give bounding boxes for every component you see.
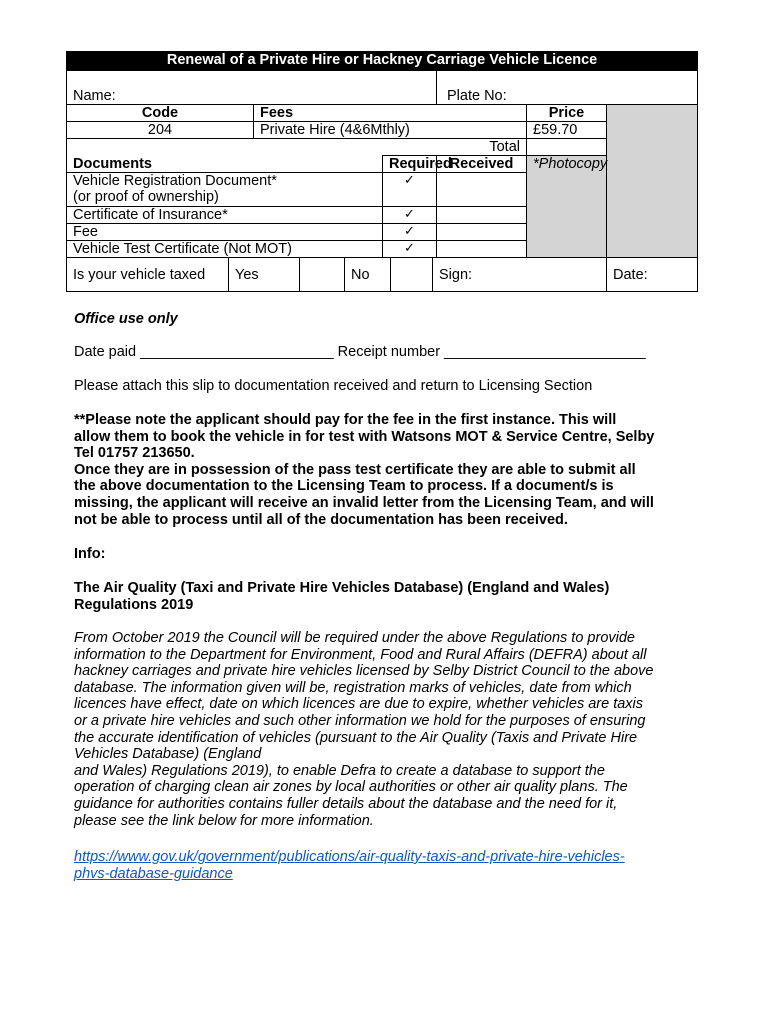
taxed-label: Is your vehicle taxed xyxy=(67,258,229,292)
code-header: Code xyxy=(67,105,254,122)
plate-label: Plate No: xyxy=(447,88,507,104)
received-cell[interactable] xyxy=(437,173,527,207)
documents-header: Documents xyxy=(67,156,383,173)
total-label: Total xyxy=(67,139,527,156)
name-field[interactable] xyxy=(67,71,437,105)
sign-field[interactable] xyxy=(433,258,607,292)
received-cell[interactable] xyxy=(437,224,527,241)
no-label: No xyxy=(345,258,391,292)
required-check: ✓ xyxy=(383,173,437,207)
yes-box[interactable] xyxy=(300,258,345,292)
photocopy-note: *Photocopy xyxy=(527,156,607,258)
office-use-heading: Office use only xyxy=(74,311,178,327)
form-title: Renewal of a Private Hire or Hackney Carriage Vehicle Licence xyxy=(67,52,698,71)
total-value[interactable] xyxy=(527,139,607,156)
required-check: ✓ xyxy=(383,207,437,224)
info-heading: Info: xyxy=(74,546,106,562)
date-paid-line[interactable]: Date paid ________________________ Receipt number _________________________ xyxy=(74,344,646,360)
date-label: Date: xyxy=(613,266,648,283)
received-cell[interactable] xyxy=(437,241,527,258)
received-header: Received xyxy=(437,156,527,173)
document-name: Certificate of Insurance* xyxy=(67,207,383,224)
received-cell[interactable] xyxy=(437,207,527,224)
fee-notice: **Please note the applicant should pay for the fee in the first instance. This will allow them to book the vehicle in for test with Watsons MOT & Service Centre, Selby Tel 01757 213650. Once they are in possession of the pass test certificate they are able to submit all the above documentation to the Licensing Team to process. If a document/s is missing, the applicant will receive an invalid letter from the Licensing Team, and will not be able to process until all of the documentation has been received. xyxy=(74,412,655,528)
required-check: ✓ xyxy=(383,241,437,258)
plate-field[interactable] xyxy=(437,71,698,105)
no-box[interactable] xyxy=(391,258,433,292)
fees-header: Fees xyxy=(254,105,527,122)
code-value: 204 xyxy=(67,122,254,139)
regulation-title: The Air Quality (Taxi and Private Hire Vehicles Database) (England and Wales) Regulations 2019 xyxy=(74,580,610,613)
date-field[interactable] xyxy=(607,258,698,292)
fee-value: Private Hire (4&6Mthly) xyxy=(254,122,527,139)
document-name: Vehicle Registration Document* (or proof of ownership) xyxy=(67,173,383,207)
guidance-link[interactable]: https://www.gov.uk/government/publications/air-quality-taxis-and-private-hire-vehicles- phvs-database-guidance xyxy=(74,849,625,882)
document-name: Fee xyxy=(67,224,383,241)
required-header: Required xyxy=(383,156,437,173)
document-name: Vehicle Test Certificate (Not MOT) xyxy=(67,241,383,258)
photocopy-column xyxy=(607,105,698,258)
name-label: Name: xyxy=(73,88,116,104)
price-header: Price xyxy=(527,105,607,122)
sign-label: Sign: xyxy=(439,266,473,283)
renewal-form-table xyxy=(66,51,698,292)
required-check: ✓ xyxy=(383,224,437,241)
yes-label: Yes xyxy=(229,258,300,292)
price-value: £59.70 xyxy=(527,122,607,139)
info-body: From October 2019 the Council will be required under the above Regulations to provide information to the Department for Environment, Food and Rural Affairs (DEFRA) about all hackney carriages and private hire vehicles licensed by Selby District Council to the above database. The information given will be, registration marks of vehicles, date from which licences have effect, date on which licences are due to expire, whether vehicles are taxis or a private hire vehicles and such other information we hold for the purposes of ensuring the accurate identification of vehicles (pursuant to the Air Quality (Taxis and Private Hire Vehicles Database) (England and Wales) Regulations 2019), to enable Defra to create a database to support the operation of charging clean air zones by local authorities or other air quality plans. The guidance for authorities contains fuller details about the database and the need for it, please see the link below for more information. xyxy=(74,630,654,829)
attach-note: Please attach this slip to documentation received and return to Licensing Section xyxy=(74,378,593,394)
